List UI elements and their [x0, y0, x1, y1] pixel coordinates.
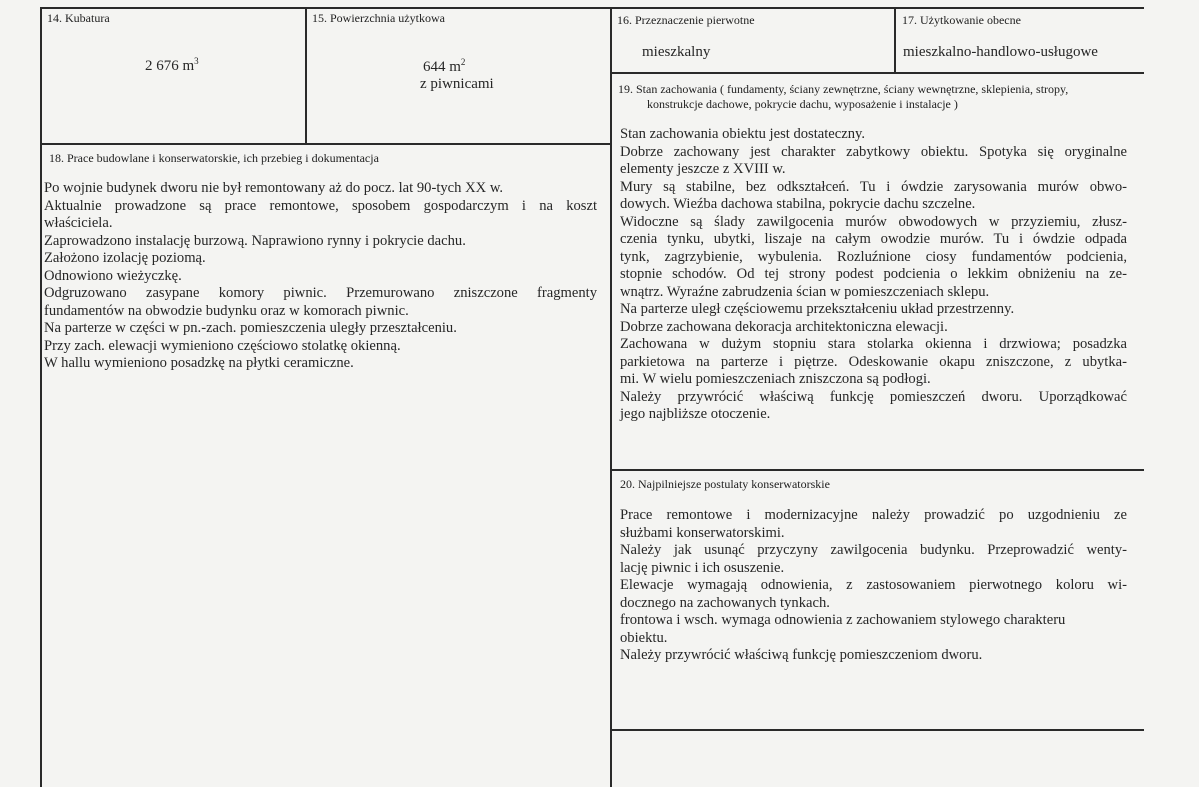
field-18-line: Odnowiono wieżyczkę.: [44, 267, 182, 284]
field-18-line: Założono izolację poziomą.: [44, 250, 206, 266]
field-20-line: frontowa i wsch. wymaga odnowienia z zachowaniem stylowego charakteru: [620, 612, 1066, 628]
field-19-line: tynk, zagrzybienie, wybulenia. Rozluźnione ciosy fundamentów podcienia,: [620, 248, 1127, 265]
field-20-line: obiektu.: [620, 629, 668, 646]
field-14-unit-exponent: 3: [194, 56, 199, 66]
field-19-line: Widoczne są ślady zawilgocenia murów obwodowych w przyziemiu, złusz-: [620, 213, 1127, 230]
field-16-value: mieszkalny: [642, 44, 711, 60]
field-19-line: Na parterze uległ częściowemu przekształceniu układ przestrzenny.: [620, 301, 1015, 317]
field-20-line: Należy jak usunąć przyczyny zawilgocenia budynku. Przeprowadzić wenty-: [620, 542, 1127, 558]
field-18-line: fundamentów na obwodzie budynku oraz w komorach piwnic.: [44, 302, 409, 319]
field-19-line: Dobrze zachowana dekoracja architektoniczna elewacji.: [620, 318, 948, 335]
field-19-line: Należy przywrócić właściwą funkcję pomieszczeń dworu. Uporządkować: [620, 388, 1127, 405]
field-20-line: lację piwnic i ich osuszenie.: [620, 559, 785, 576]
field-14-value-text: 2 676 m: [145, 58, 195, 74]
field-18-label: 18. Prace budowlane i konserwatorskie, ich przebieg i dokumentacja: [49, 151, 379, 165]
field-19-line: wnątrz. Wyraźne zabrudzenia ścian w pomieszczeniach sklepu.: [620, 283, 990, 300]
field-15-unit-exponent: 2: [460, 57, 466, 67]
field-20-line: służbami konserwatorskimi.: [620, 524, 785, 541]
field-19-line: parkietowa na parterze i piętrze. Odeskowanie okapu zniszczone, z ubytka-: [620, 353, 1127, 370]
field-19-line: Stan zachowania obiektu jest dostateczny.: [620, 126, 866, 142]
field-19-line: czenia tynku, ubytki, liszaje na całym owodzie murów. Tu i ówdzie odpada: [620, 231, 1127, 247]
field-18-line: Po wojnie budynek dworu nie był remontowany aż do pocz. lat 90-tych XX w.: [44, 180, 504, 196]
field-19-line: dowych. Wieźba dachowa stabilna, pokrycie dachu szczelne.: [620, 196, 976, 212]
field-18-line: Odgruzowano zasypane komory piwnic. Przemurowano zniszczone fragmenty: [44, 285, 597, 301]
field-17-label: 17. Użytkowanie obecne: [902, 13, 1021, 27]
field-15-note: z piwnicami: [420, 76, 494, 92]
field-19-line: stopnie schodów. Od tej strony podest podcienia o lekkim obniżeniu na ze-: [620, 266, 1127, 282]
field-18-line: Aktualnie prowadzone są prace remontowe, sposobem gospodarczym i na koszt: [44, 197, 597, 214]
center-divider: [610, 7, 612, 787]
field-15-label: 15. Powierzchnia użytkowa: [312, 11, 445, 25]
field-19-line: Zachowana w dużym stopniu stara stolarka okienna i drzwiowa; posadzka: [620, 336, 1127, 352]
top-border: [40, 7, 1144, 9]
field-19-label-cont: konstrukcje dachowe, pokrycie dachu, wyposażenie i instalacje ): [647, 97, 958, 111]
field-18-text: [44, 180, 597, 373]
field-18-line: W hallu wymieniono posadzkę na płytki ceramiczne.: [44, 355, 354, 371]
field-15-value-text: 644 m: [423, 59, 461, 75]
field-18-line: Na parterze w części w pn.-zach. pomieszczenia uległy przeształceniu.: [44, 320, 457, 336]
line-under-20: [612, 729, 1144, 731]
field-19-line: Mury są stabilne, bez odkształceń. Tu i ówdzie zarysowania murów obwo-: [620, 178, 1127, 195]
field-17-value: mieszkalno-handlowo-usługowe: [903, 44, 1098, 60]
field-20-line: Należy przywrócić właściwą funkcję pomieszczeniom dworu.: [620, 647, 983, 663]
line-under-14-15: [40, 143, 612, 145]
field-18-line: Zaprowadzono instalację burzową. Naprawiono rynny i pokrycie dachu.: [44, 232, 466, 249]
field-19-line: elementy jeszcze z XVIII w.: [620, 161, 786, 177]
field-19-text: [620, 126, 1127, 424]
field-19-label: 19. Stan zachowania ( fundamenty, ściany zewnętrzne, ściany wewnętrzne, sklepienia, stropy,: [618, 82, 1069, 96]
field-20-label: 20. Najpilniejsze postulaty konserwatorskie: [620, 477, 830, 491]
field-19-line: mi. W wielu pomieszczeniach zniszczona są podłogi.: [620, 371, 931, 387]
field-15-value: [423, 59, 465, 77]
field-18-line: Przy zach. elewacji wymieniono częściowo stolatkę okienną.: [44, 337, 401, 354]
line-under-16-17: [612, 72, 1144, 74]
divider-14-15: [305, 7, 307, 145]
field-20-line: docznego na zachowanych tynkach.: [620, 594, 830, 611]
divider-16-17: [894, 7, 896, 72]
field-16-label: 16. Przeznaczenie pierwotne: [617, 13, 755, 27]
field-20-line: Elewacje wymagają odnowienia, z zastosowaniem pierwotnego koloru wi-: [620, 577, 1127, 593]
line-under-19: [612, 469, 1144, 471]
field-20-text: [620, 507, 1127, 665]
field-19-line: jego najbliższe otoczenie.: [620, 406, 771, 422]
field-14-label: 14. Kubatura: [47, 11, 110, 25]
field-14-value: [145, 58, 199, 76]
left-border: [40, 7, 42, 787]
field-18-line: właściciela.: [44, 215, 113, 231]
field-20-line: Prace remontowe i modernizacyjne należy prowadzić po uzgodnieniu ze: [620, 507, 1127, 523]
field-19-line: Dobrze zachowany jest charakter zabytkowy obiektu. Spotyka się oryginalne: [620, 143, 1127, 160]
